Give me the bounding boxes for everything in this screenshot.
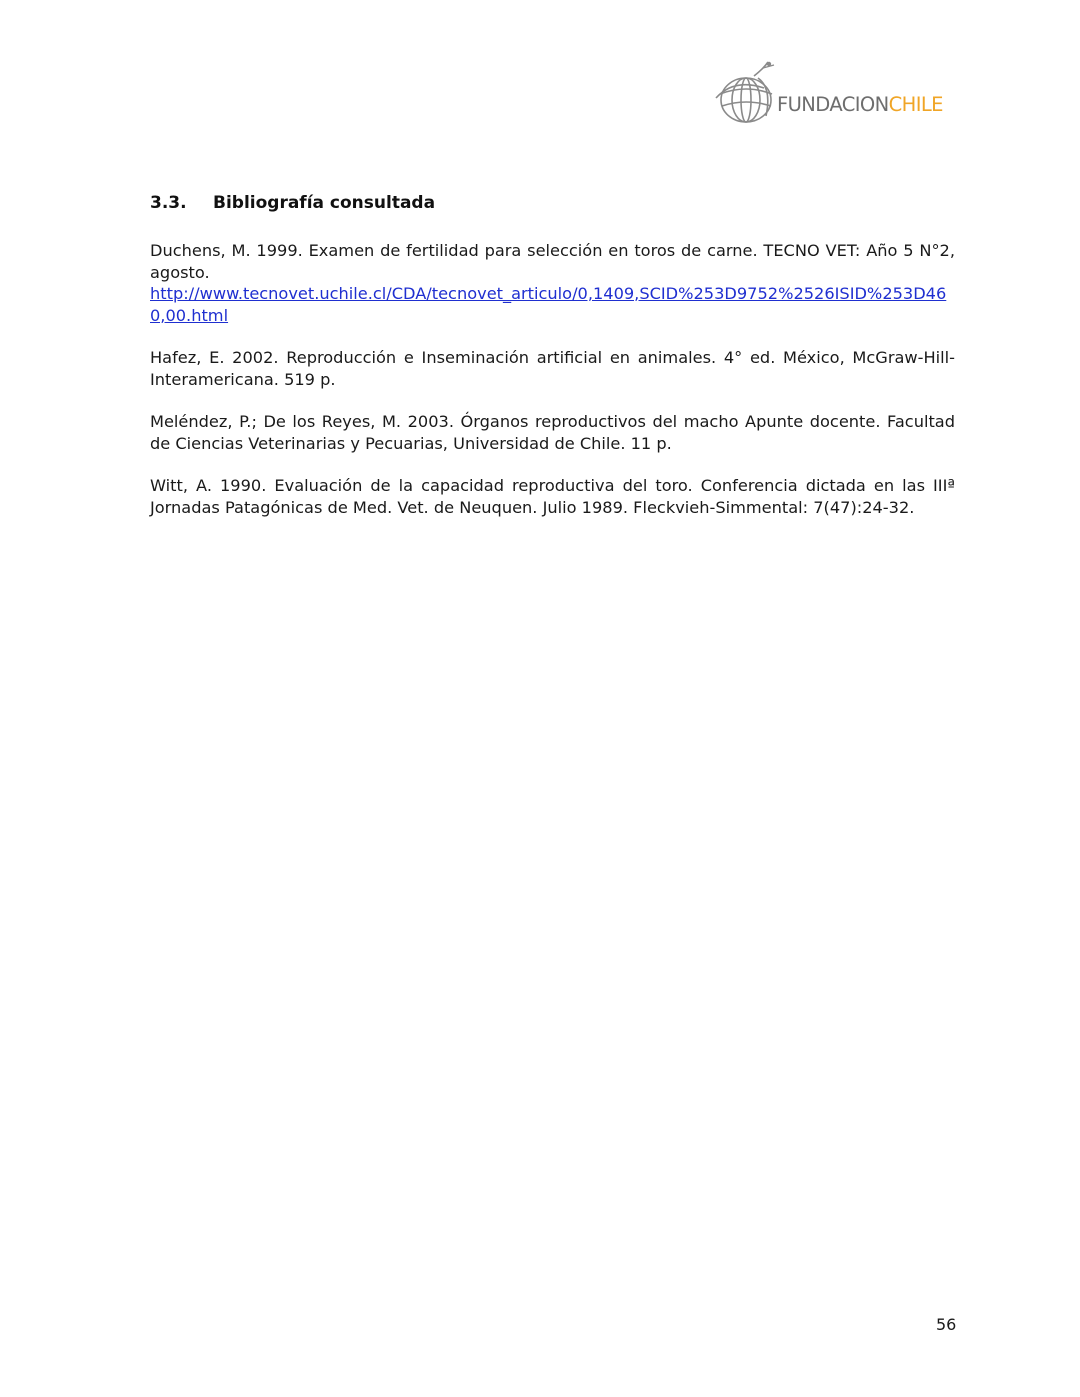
section-number: 3.3. [150, 193, 187, 213]
logo-wordmark [777, 93, 943, 116]
references-list [150, 240, 955, 539]
globe-icon [714, 58, 784, 128]
reference-item [150, 240, 955, 326]
reference-text: Meléndez, P.; De los Reyes, M. 2003. Órganos reproductivos del macho Apunte docente. Facultad de Ciencias Veterinarias y Pecuarias, Universidad de Chile. 11 p. [150, 412, 955, 453]
reference-item [150, 411, 955, 454]
reference-text: Duchens, M. 1999. Examen de fertilidad para selección en toros de carne. TECNO VET: Año 5 N°2, agosto. [150, 241, 955, 282]
reference-text: Witt, A. 1990. Evaluación de la capacidad reproductiva del toro. Conferencia dictada en las IIIª Jornadas Patagónicas de Med. Vet. de Neuquen. Julio 1989. Fleckvieh-Simmental: 7(47):24-32. [150, 476, 955, 517]
reference-link[interactable]: http://www.tecnovet.uchile.cl/CDA/tecnovet_articulo/0,1409,SCID%253D9752%2526ISID%253D460,00.html [150, 284, 947, 325]
reference-text: Hafez, E. 2002. Reproducción e Inseminación artificial en animales. 4° ed. México, McGraw-Hill-Interamericana. 519 p. [150, 348, 955, 389]
reference-item [150, 475, 955, 518]
logo-text-fundacion: FUNDACION [777, 93, 889, 116]
section-heading [150, 193, 435, 213]
fundacion-chile-logo [714, 58, 964, 130]
section-title: Bibliografía consultada [213, 193, 436, 213]
page-number: 56 [936, 1315, 957, 1334]
reference-item [150, 347, 955, 390]
logo-text-chile: CHILE [888, 93, 943, 116]
